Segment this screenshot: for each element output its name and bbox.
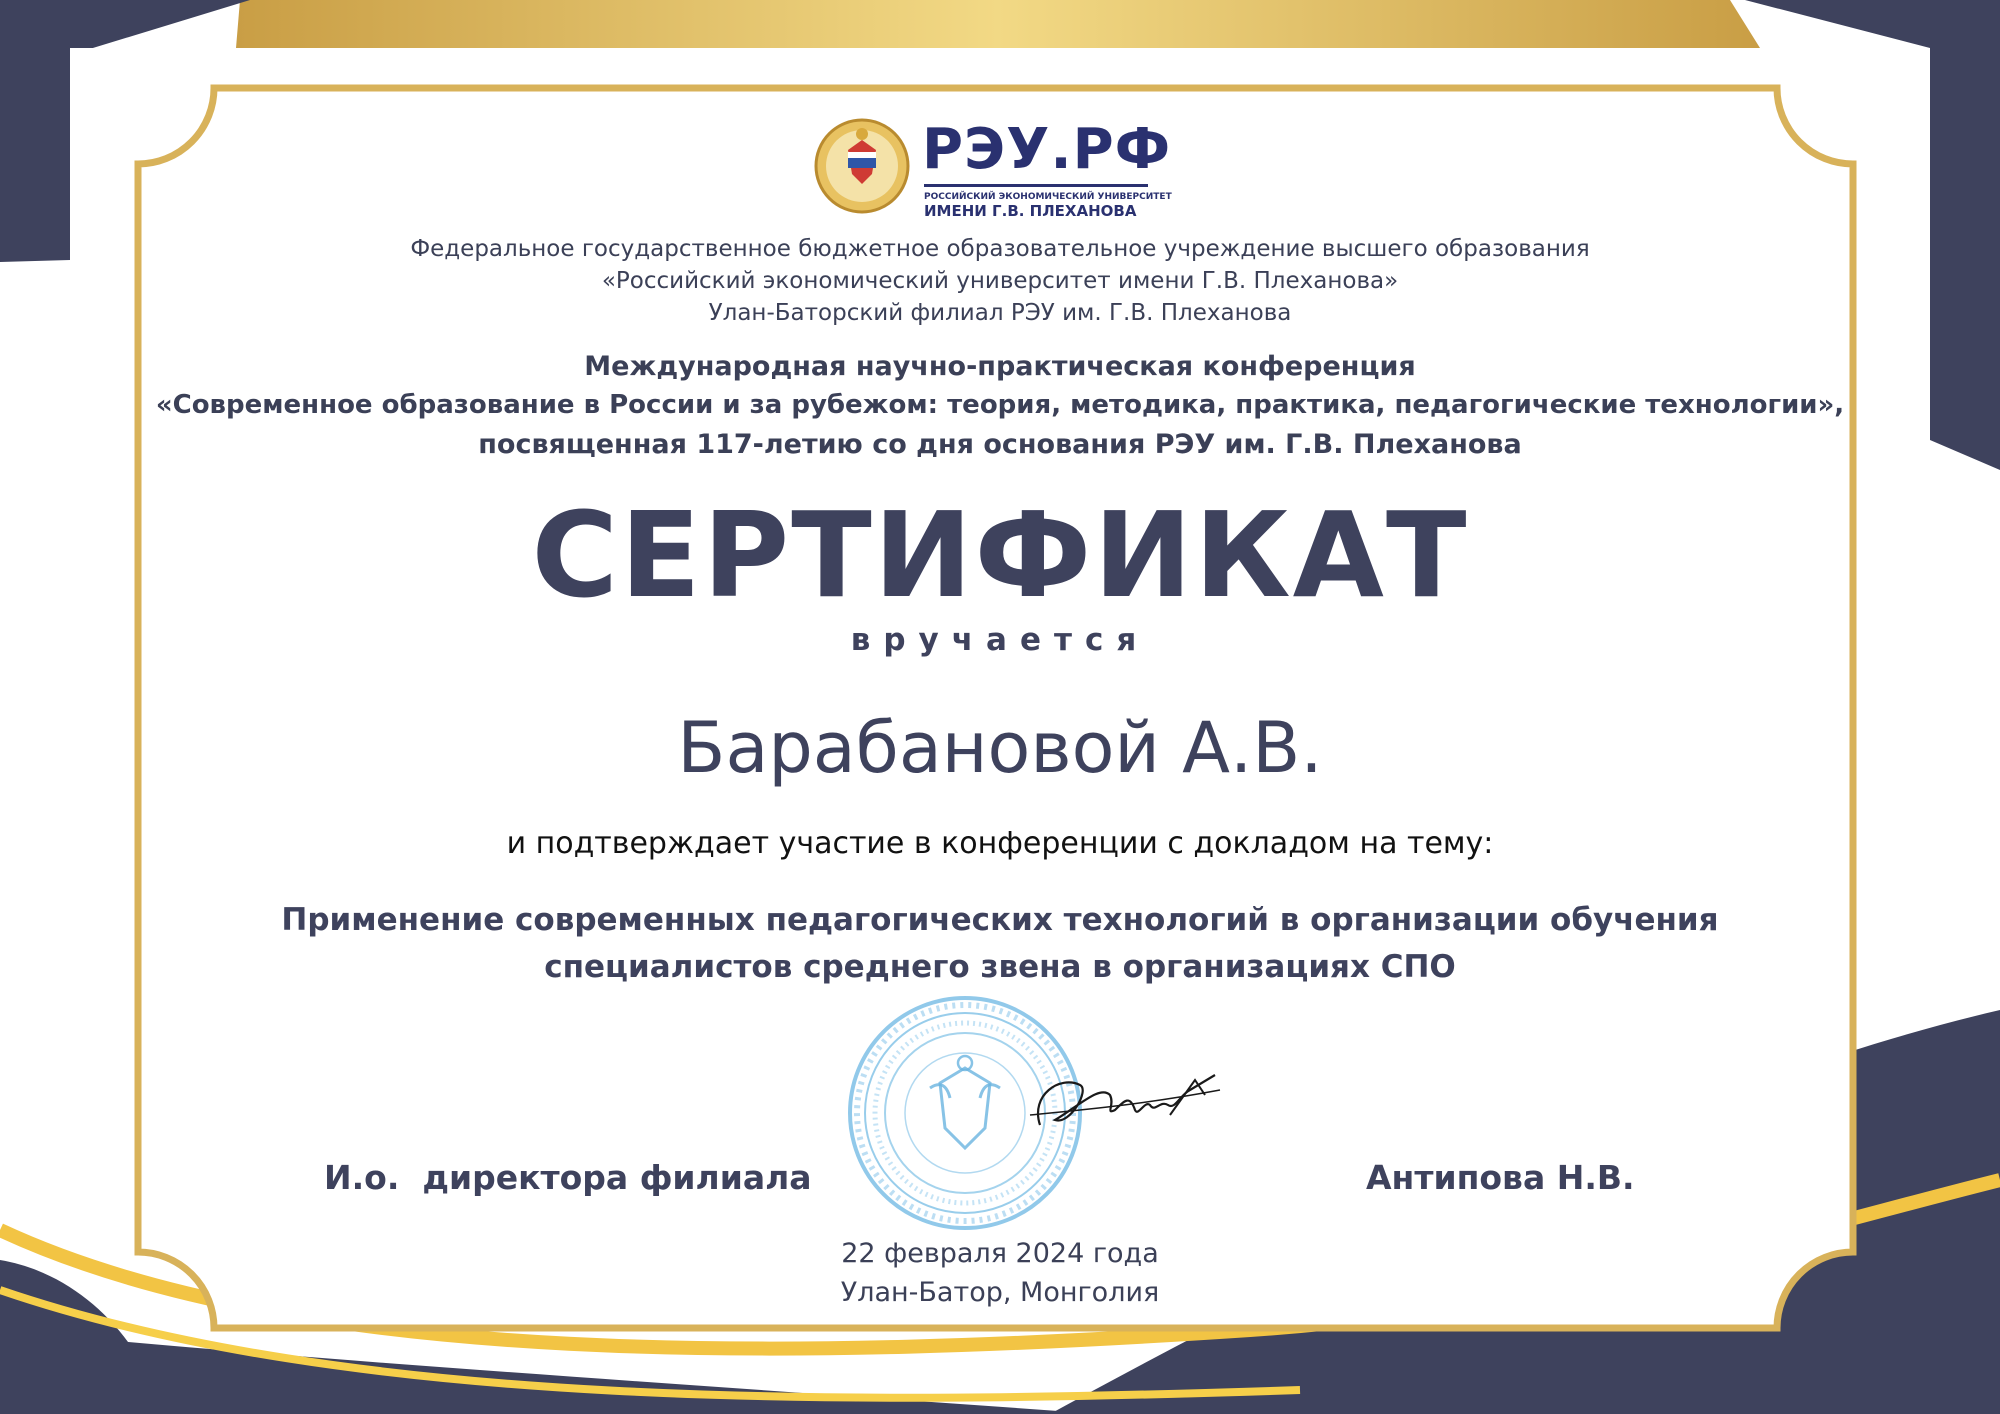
university-logo [812,112,1172,220]
logo-subtitle-2: ИМЕНИ Г.В. ПЛЕХАНОВА [924,202,1137,220]
header-institution: Федеральное государственное бюджетное образовательное учреждение высшего образования [410,236,1590,262]
handwritten-signature [1020,1055,1230,1145]
certificate-given: вручается [850,622,1150,658]
signer-position: И.о. директора филиала [324,1158,812,1197]
conference-dedication: посвященная 117-летию со дня основания РЭУ им. Г.В. Плеханова [478,429,1522,460]
conference-title: «Современное образование в России и за рубежом: теория, методика, практика, педагогические технологии», [155,390,1845,420]
signer-name: Антипова Н.В. [1366,1158,1635,1197]
recipient-name: Барабановой А.В. [677,707,1323,789]
certificate-place: Улан-Батор, Монголия [840,1277,1160,1308]
emblem-icon [812,112,912,220]
conference-type: Международная научно-практическая конференция [584,351,1416,382]
confirmation-text: и подтверждает участие в конференции с докладом на тему: [506,826,1494,861]
top-gold-banner [236,0,1760,48]
header-branch: Улан-Баторский филиал РЭУ им. Г.В. Плеханова [708,300,1292,326]
logo-subtitle-1: РОССИЙСКИЙ ЭКОНОМИЧЕСКИЙ УНИВЕРСИТЕТ [924,192,1172,202]
report-topic-line1: Применение современных педагогических технологий в организации обучения [281,902,1719,938]
certificate-date: 22 февраля 2024 года [841,1238,1159,1269]
header-university: «Российский экономический университет имени Г.В. Плеханова» [601,268,1399,294]
report-topic-line2: специалистов среднего звена в организациях СПО [544,949,1456,985]
logo-divider [924,184,1148,187]
logo-brand: РЭУ.РФ [922,117,1172,182]
certificate-title: СЕРТИФИКАТ [531,486,1469,624]
